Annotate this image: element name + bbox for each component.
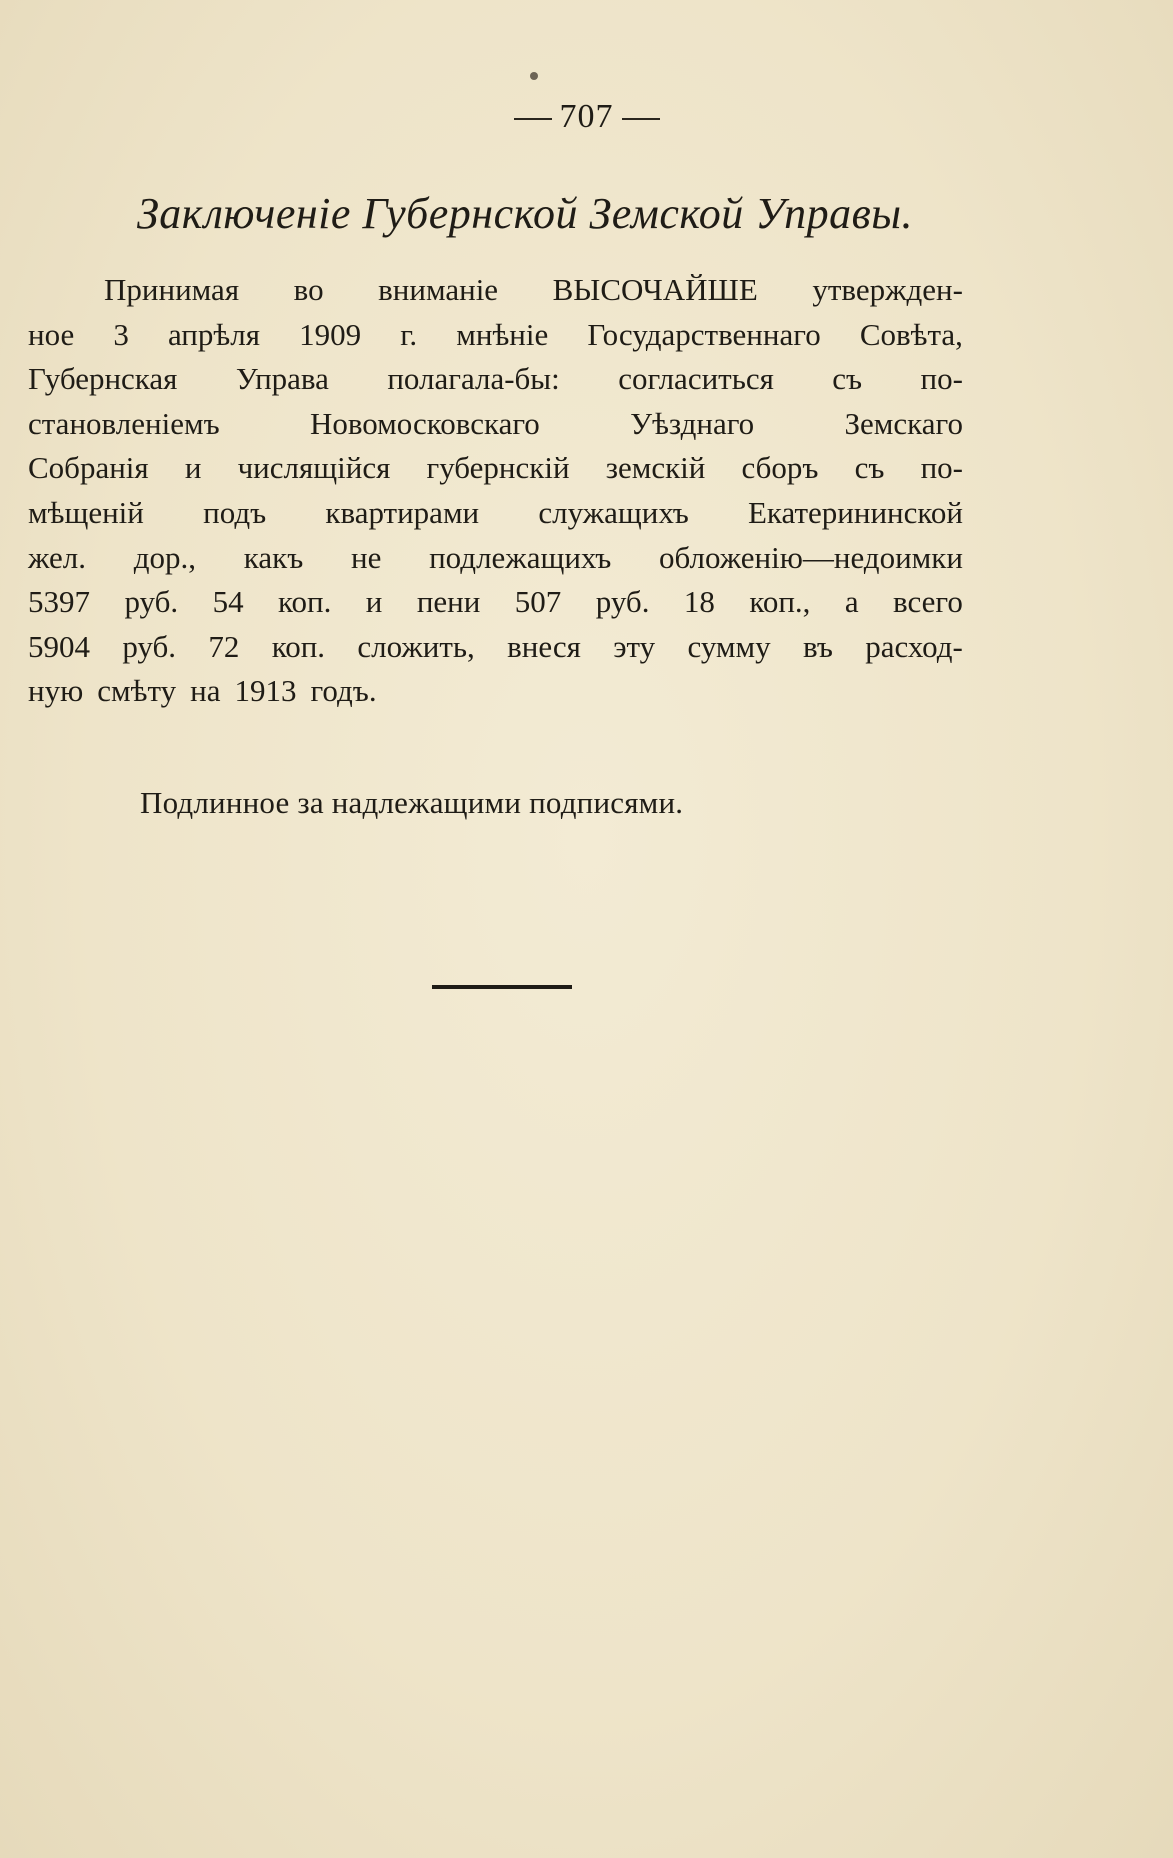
paragraph-line — [28, 669, 963, 714]
paragraph-word: смѣту — [97, 673, 177, 709]
page-number-dash-right — [622, 118, 660, 120]
paragraph-line — [28, 402, 963, 447]
paragraph-word: а — [844, 584, 859, 620]
paragraph-word: не — [350, 539, 382, 575]
paragraph-word: на — [190, 673, 221, 709]
paragraph-word: съ — [832, 361, 863, 397]
paragraph-word: годъ. — [310, 673, 377, 709]
paragraph-word: сборъ — [741, 450, 819, 486]
page-number-dash-left — [514, 118, 552, 120]
paragraph-word: служащихъ — [538, 494, 689, 530]
paragraph-word: Земскаго — [844, 405, 963, 441]
paragraph-word: г. — [400, 316, 418, 352]
paragraph-word: всего — [893, 584, 963, 620]
paragraph-word: и — [184, 450, 202, 486]
paragraph-word: 1909 — [299, 316, 362, 352]
paragraph-word: Уѣзднаго — [630, 405, 755, 441]
paragraph-word: Собранiя — [28, 450, 149, 486]
paragraph-word: мѣщенiй — [28, 494, 144, 530]
paragraph-word: внеся — [507, 628, 581, 664]
paragraph-word: въ — [803, 628, 833, 664]
ink-speck — [530, 72, 538, 80]
paragraph-word: коп. — [271, 628, 326, 664]
paragraph-word: по- — [920, 450, 963, 486]
paragraph-word: руб. — [595, 584, 650, 620]
paragraph-word: сложить, — [357, 628, 475, 664]
paragraph-word: становленiемъ — [28, 405, 220, 441]
paragraph-word: Губернская — [28, 361, 178, 397]
paragraph-line — [28, 268, 963, 313]
paragraph-word: Государственнаго — [587, 316, 821, 352]
paragraph-word: ное — [28, 316, 75, 352]
paragraph-word: 1913 — [234, 673, 297, 709]
paragraph-word: Управа — [235, 361, 329, 397]
page-number: 707 — [559, 98, 614, 135]
paragraph-word: утвержден- — [812, 272, 963, 307]
paragraph-word: съ — [854, 450, 885, 486]
paragraph-line — [28, 446, 963, 491]
paragraph-word: Новомосковскаго — [309, 405, 540, 441]
paragraph-word: во — [293, 272, 324, 307]
resolution-paragraph — [28, 268, 963, 714]
paragraph-word: согласиться — [618, 361, 774, 397]
paragraph-line — [28, 625, 963, 670]
paragraph-line — [28, 357, 963, 402]
paragraph-word: 54 — [212, 584, 244, 620]
paragraph-word: апрѣля — [167, 316, 260, 352]
paragraph-word: пени — [416, 584, 481, 620]
paragraph-word: по- — [920, 361, 963, 397]
paragraph-word: ВЫСОЧАЙШЕ — [552, 272, 758, 307]
section-heading: Заключенiе Губернской Земской Управы. — [136, 189, 914, 238]
paragraph-line — [28, 313, 963, 358]
paragraph-word: земскiй — [605, 450, 706, 486]
paragraph-word: коп., — [749, 584, 811, 620]
paragraph-word: 5904 — [28, 628, 90, 664]
paragraph-word: ную — [28, 673, 84, 709]
paragraph-word: и — [365, 584, 383, 620]
paragraph-word: Принимая — [104, 272, 240, 307]
paragraph-word: квартирами — [325, 494, 480, 530]
paragraph-line — [28, 536, 963, 581]
paragraph-word: подлежащихъ — [429, 539, 612, 575]
paragraph-word: обложенiю—недоимки — [659, 539, 963, 575]
paragraph-word: дор., — [133, 539, 197, 575]
paragraph-word: руб. — [122, 628, 177, 664]
paragraph-word: 507 — [514, 584, 562, 620]
paragraph-word: 72 — [208, 628, 240, 664]
paragraph-word: руб. — [124, 584, 179, 620]
paragraph-word: 3 — [113, 316, 129, 352]
paragraph-word: жел. — [28, 539, 86, 575]
paragraph-word: 5397 — [28, 584, 90, 620]
paragraph-word: подъ — [203, 494, 267, 530]
paragraph-line — [28, 580, 963, 625]
paragraph-word: коп. — [278, 584, 332, 620]
paragraph-word: какъ — [243, 539, 304, 575]
paragraph-word: эту — [613, 628, 656, 664]
paragraph-line — [28, 491, 963, 536]
paragraph-word: расход- — [865, 628, 963, 664]
paragraph-word: сумму — [687, 628, 771, 664]
paragraph-word: Екатерининской — [748, 494, 963, 530]
paragraph-word: Совѣта, — [859, 316, 963, 352]
paragraph-word: вниманiе — [378, 272, 499, 307]
signature-note: Подлинное за надлежащими подписями. — [140, 785, 684, 820]
page-number-line — [0, 98, 1173, 136]
paragraph-word: мнѣнiе — [456, 316, 549, 352]
paragraph-word: губернскiй — [426, 450, 570, 486]
closing-rule — [432, 985, 572, 989]
paragraph-word: полагала-бы: — [387, 361, 560, 397]
paragraph-word: числящiйся — [237, 450, 391, 486]
paragraph-word: 18 — [683, 584, 715, 620]
